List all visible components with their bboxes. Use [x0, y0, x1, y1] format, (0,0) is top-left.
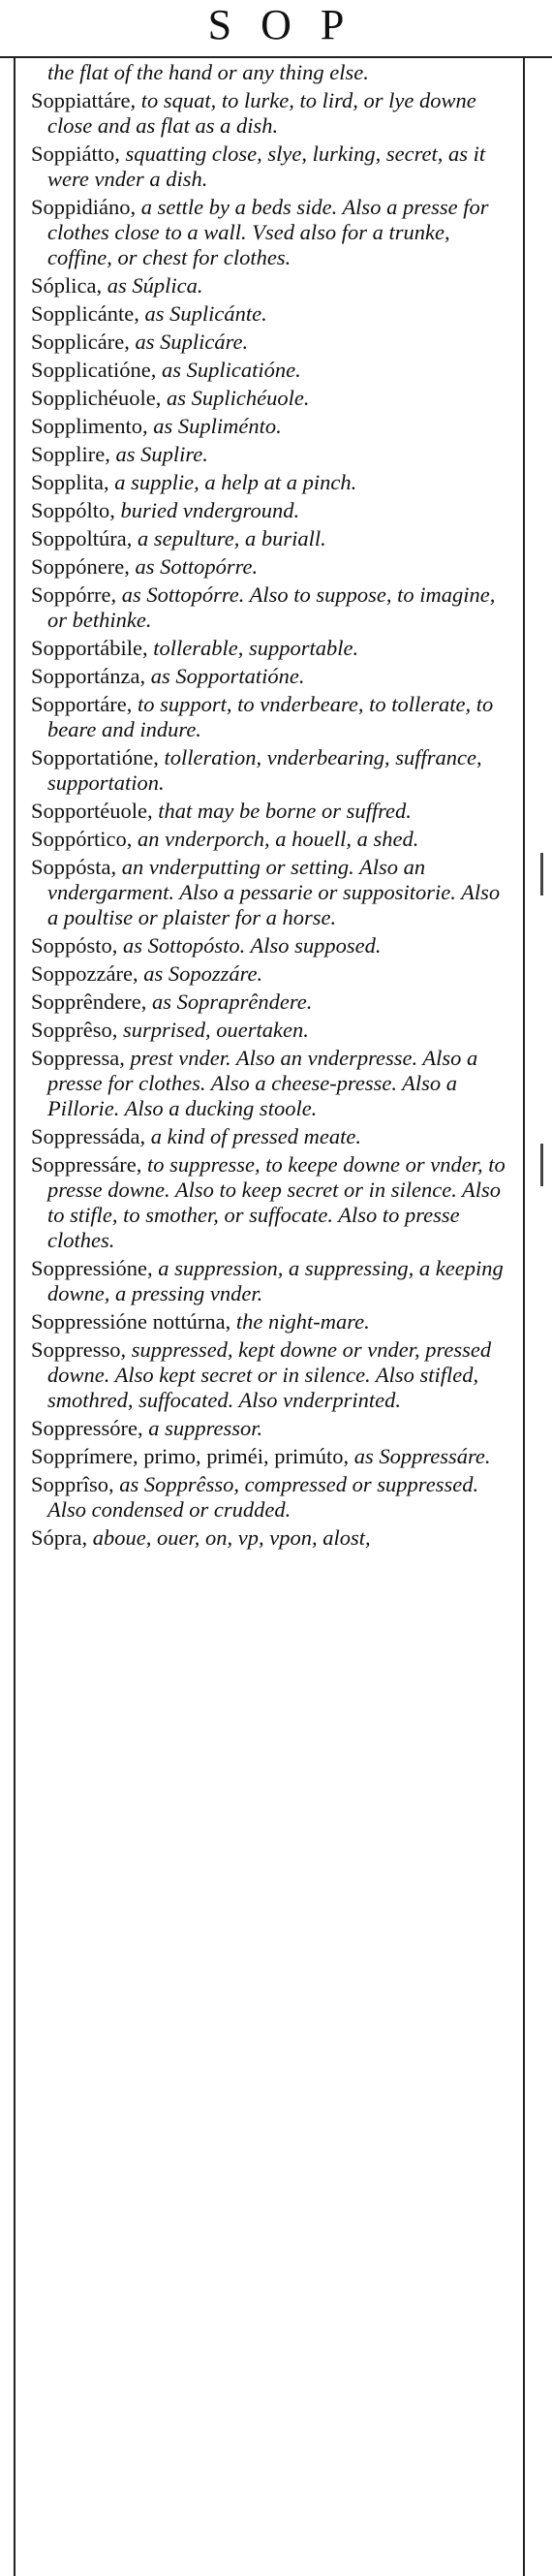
- dictionary-entry: [31, 1256, 515, 1306]
- dictionary-entry: [31, 692, 515, 742]
- entry-headword: Soppólto,: [31, 498, 115, 522]
- entry-definition: a suppression, a suppressing, a keeping downe, a pressing vnder.: [47, 1256, 504, 1305]
- entry-headword: Soppressáda,: [31, 1124, 146, 1148]
- dictionary-entry: [31, 526, 515, 551]
- entry-headword: Soppósto,: [31, 933, 118, 958]
- entry-definition: aboue, ouer, on, vp, vpon, alost,: [87, 1525, 371, 1550]
- dictionary-entry: [31, 664, 515, 689]
- entry-headword: Sopportáre,: [31, 692, 133, 716]
- entry-definition: as Sopozzáre.: [138, 961, 263, 986]
- dictionary-entry: [31, 273, 515, 298]
- entry-headword: Sopplicatióne,: [31, 358, 157, 382]
- dictionary-entry: [31, 1525, 515, 1551]
- entry-headword: Sopprîso,: [31, 1472, 114, 1496]
- entry-definition: as Sopportatióne.: [145, 664, 305, 688]
- header-rule-left: [0, 56, 14, 58]
- entry-headword: Sopplicáre,: [31, 330, 130, 354]
- entry-definition: tollerable, supportable.: [147, 636, 359, 660]
- dictionary-entry: [31, 386, 515, 411]
- entry-headword: Sopprêndere,: [31, 990, 147, 1014]
- entry-definition: as Suplicáre.: [129, 330, 249, 354]
- dictionary-entry: [31, 60, 515, 85]
- entry-definition: a sepulture, a buriall.: [132, 526, 326, 550]
- entry-definition: an vnderporch, a houell, a shed.: [132, 827, 419, 851]
- column-rule-left: [14, 56, 15, 2576]
- entry-headword: Soppressióne nottúrna,: [31, 1309, 231, 1334]
- entry-definition: a suppressor.: [142, 1416, 263, 1440]
- entry-definition: prest vnder. Also an vnderpresse. Also a presse for clothes. Also a cheese-presse. Also a Pillorie. Also a ducking stoole.: [47, 1046, 478, 1120]
- entry-headword: Sopplicánte,: [31, 301, 139, 326]
- dictionary-entry: [31, 1337, 515, 1413]
- dictionary-entry: [31, 195, 515, 270]
- entry-definition: a kind of pressed meate.: [145, 1124, 361, 1148]
- entry-headword: Sopportéuole,: [31, 799, 153, 823]
- dictionary-entry: [31, 1152, 515, 1253]
- dictionary-entry: [31, 1124, 515, 1149]
- dictionary-entry: [31, 745, 515, 796]
- column-top-rule: [14, 56, 525, 58]
- entry-headword: Soppórtico,: [31, 827, 133, 851]
- entry-headword: Sopplichéuole,: [31, 386, 162, 410]
- entry-definition: as Sottopórre.: [129, 554, 259, 579]
- entry-definition: as Sottopórre. Also to suppose, to imagine, or bethinke.: [47, 582, 496, 632]
- dictionary-entry: [31, 554, 515, 580]
- entry-definition: suppressed, kept downe or vnder, pressed downe. Also kept secret or in silence. Also stifled, smothred, suffocated. Also vnderprinted.: [47, 1337, 492, 1412]
- column-rule-right: [523, 56, 525, 2576]
- dictionary-entry: [31, 855, 515, 930]
- entry-definition: as Sopraprêndere.: [146, 990, 313, 1014]
- dictionary-entry: [31, 636, 515, 661]
- entry-definition: as Súplica.: [102, 273, 203, 298]
- page-edge-mark: [540, 853, 543, 895]
- entry-definition: surprised, ouertaken.: [117, 1018, 309, 1042]
- entry-definition: the night-mare.: [230, 1309, 370, 1334]
- entry-headword: Sopplita,: [31, 470, 109, 494]
- entry-headword: Sopprímere, primo, priméi, primúto,: [31, 1444, 350, 1468]
- dictionary-entry: [31, 414, 515, 439]
- entry-definition: a supplie, a help at a pinch.: [108, 470, 357, 494]
- entry-definition: as Suplicatióne.: [156, 358, 301, 382]
- entry-headword: Soppresso,: [31, 1337, 127, 1362]
- page-edge-mark: [540, 1144, 543, 1186]
- entry-definition: an vnderputting or setting. Also an vndergarment. Also a pessarie or suppositorie. Also a poultise or plaister for a horse.: [47, 855, 501, 929]
- entry-headword: Sóplica,: [31, 273, 103, 298]
- entry-definition: as Soppressáre.: [349, 1444, 491, 1468]
- dictionary-entry: [31, 827, 515, 852]
- entry-headword: Soppidiáno,: [31, 195, 137, 219]
- dictionary-entry: [31, 498, 515, 523]
- entry-headword: Soppósta,: [31, 855, 117, 879]
- entry-headword: Sopportánza,: [31, 664, 146, 688]
- dictionary-entry: [31, 1309, 515, 1335]
- dictionary-entry: [31, 799, 515, 824]
- dictionary-entry: [31, 582, 515, 633]
- dictionary-entry: [31, 88, 515, 139]
- entry-headword: Soppressóre,: [31, 1416, 143, 1440]
- entry-headword: Soppressa,: [31, 1046, 125, 1070]
- dictionary-entry: [31, 1444, 515, 1469]
- entry-definition: to support, to vnderbeare, to tollerate, to beare and indure.: [47, 692, 494, 741]
- entry-definition: that may be borne or suffred.: [152, 799, 412, 823]
- entry-definition: tolleration, vnderbearing, suffrance, supportation.: [47, 745, 482, 795]
- entry-headword: Soppressáre,: [31, 1152, 142, 1177]
- dictionary-entry: [31, 1046, 515, 1121]
- dictionary-entry: [31, 961, 515, 987]
- entry-definition: as Sopprêsso, compressed or suppressed. Also condensed or crudded.: [47, 1472, 479, 1522]
- entry-definition: the flat of the hand or any thing else.: [47, 60, 369, 84]
- entry-headword: Sopplire,: [31, 442, 110, 466]
- entry-headword: Sopplimento,: [31, 414, 148, 438]
- entry-headword: Sopportatióne,: [31, 745, 159, 770]
- entry-headword: Soppoltúra,: [31, 526, 133, 550]
- dictionary-column: [31, 60, 515, 1554]
- entry-definition: squatting close, slye, lurking, secret, as it were vnder a dish.: [47, 141, 486, 191]
- entry-definition: as Suplichéuole.: [161, 386, 310, 410]
- dictionary-entry: [31, 1416, 515, 1441]
- dictionary-entry: [31, 1018, 515, 1043]
- entry-headword: Soppressióne,: [31, 1256, 153, 1280]
- entry-definition: as Suplicánte.: [138, 301, 267, 326]
- dictionary-entry: [31, 933, 515, 958]
- dictionary-entry: [31, 990, 515, 1015]
- dictionary-entry: [31, 330, 515, 355]
- entry-definition: a settle by a beds side. Also a presse for clothes close to a wall. Vsed also for a trunke, coffine, or chest for clothes.: [47, 195, 489, 269]
- entry-headword: Soppiátto,: [31, 141, 120, 166]
- entry-headword: Soppórre,: [31, 582, 117, 607]
- entry-headword: Soppiattáre,: [31, 88, 137, 112]
- entry-headword: Sopprêso,: [31, 1018, 118, 1042]
- entry-headword: Sopportábile,: [31, 636, 148, 660]
- dictionary-entry: [31, 358, 515, 383]
- dictionary-entry: [31, 1472, 515, 1523]
- entry-definition: buried vnderground.: [114, 498, 300, 522]
- dictionary-entry: [31, 301, 515, 327]
- dictionary-entry: [31, 470, 515, 495]
- entry-definition: as Supliménto.: [147, 414, 282, 438]
- header-rule-right: [523, 56, 552, 58]
- entry-headword: Soppónere,: [31, 554, 130, 579]
- entry-headword: Soppozzáre,: [31, 961, 138, 986]
- running-head: SOP: [207, 1, 374, 48]
- entry-headword: Sópra,: [31, 1525, 88, 1550]
- entry-definition: as Sottopósto. Also supposed.: [117, 933, 382, 958]
- dictionary-entry: [31, 141, 515, 192]
- entry-definition: to suppresse, to keepe downe or vnder, to presse downe. Also to keep secret or in silence. Also to stifle, to smother, or suffocate. Also to presse clothes.: [47, 1152, 506, 1252]
- entry-definition: as Suplire.: [109, 442, 208, 466]
- entry-definition: to squat, to lurke, to lird, or lye downe close and as flat as a dish.: [47, 88, 476, 138]
- dictionary-entry: [31, 442, 515, 467]
